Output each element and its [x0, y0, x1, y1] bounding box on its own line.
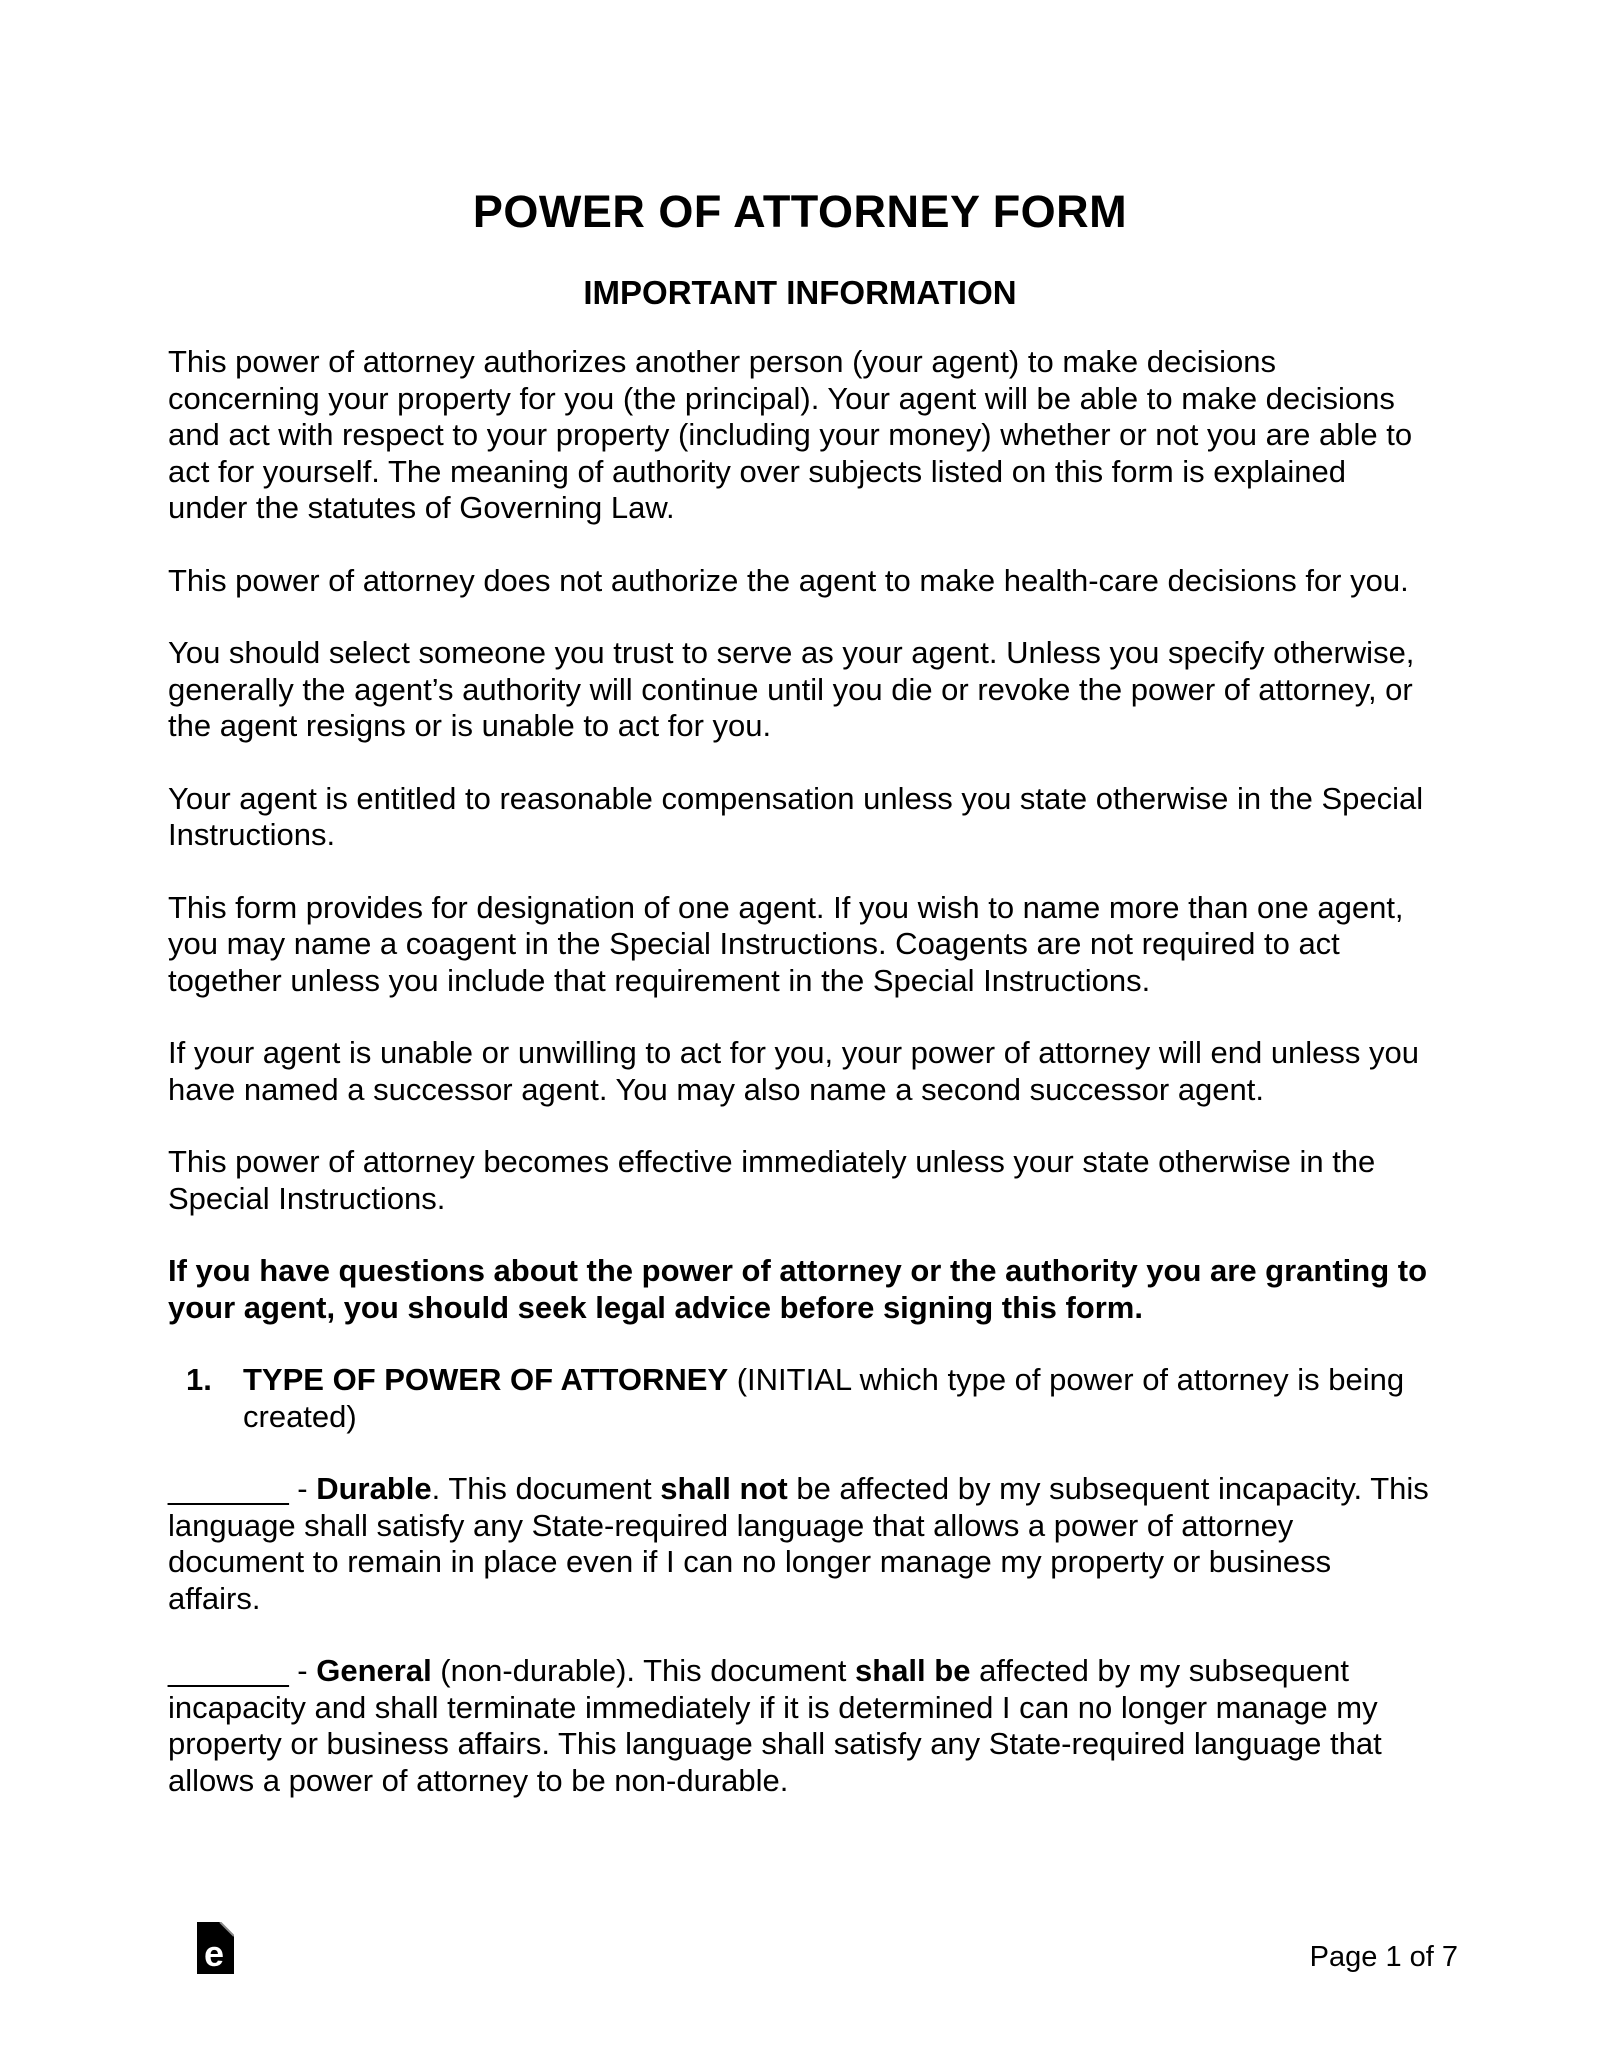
section-1-number: 1. [186, 1362, 212, 1397]
paragraph-successor: If your agent is unable or unwilling to act for you, your power of attorney will end unless you have named a successor agent. You may also name a second successor agent. [168, 1035, 1420, 1107]
durable-option-paragraph: _______ - Durable. This document shall not be affected by my subsequent incapacity. This language shall satisfy any State-required language that allows a power of attorney document to remain in place even if I can no longer manage my property or business affairs. [168, 1471, 1429, 1616]
paragraph-effective: This power of attorney becomes effective immediately unless your state otherwise in the Special Instructions. [168, 1144, 1376, 1216]
page-number-label: Page 1 of 7 [1309, 1941, 1458, 1973]
general-option-paragraph: _______ - General (non-durable). This document shall be affected by my subsequent incapacity and shall terminate immediately if it is determined I can no longer manage my property or business affairs. This language shall satisfy any State-required language that allows a power of attorney to be non-durable. [168, 1653, 1382, 1798]
paragraph-no-healthcare: This power of attorney does not authorize the agent to make health-care decisions for you. [168, 562, 1409, 598]
paragraph-compensation: Your agent is entitled to reasonable compensation unless you state otherwise in the Special Instructions. [168, 780, 1424, 852]
section-1-heading: TYPE OF POWER OF ATTORNEY (INITIAL which type of power of attorney is being created) [243, 1362, 1405, 1434]
paragraph-questions-bold: If you have questions about the power of attorney or the authority you are granting to your agent, you should seek legal advice before signing this form. [168, 1253, 1428, 1325]
document-subtitle: IMPORTANT INFORMATION [583, 274, 1017, 311]
page-footer [197, 1922, 1458, 1974]
paragraph-select-agent: You should select someone you trust to serve as your agent. Unless you specify otherwise, generally the agent’s authority will continue until you die or revoke the power of attorney, or the agent resigns or is unable to act for you. [168, 635, 1415, 743]
section-1-type-of-power-of-attorney [168, 1362, 1432, 1435]
paragraph-one-agent: This form provides for designation of one agent. If you wish to name more than one agent, you may name a coagent in the Special Instructions. Coagents are not required to act together unless you include that requirement in the Special Instructions. [168, 889, 1404, 998]
paragraph-authorizes: This power of attorney authorizes another person (your agent) to make decisions concerning your property for you (the principal). Your agent will be able to make decisions and act with respect to your property (including your money) whether or not you are able to act for yourself. The meaning of authority over subjects listed on this form is explained under the statutes of Governing Law. [168, 344, 1413, 525]
eforms-logo-icon [197, 1922, 234, 1974]
eforms-logo-letter: e [203, 1933, 225, 1974]
document-title: POWER OF ATTORNEY FORM [472, 186, 1128, 237]
